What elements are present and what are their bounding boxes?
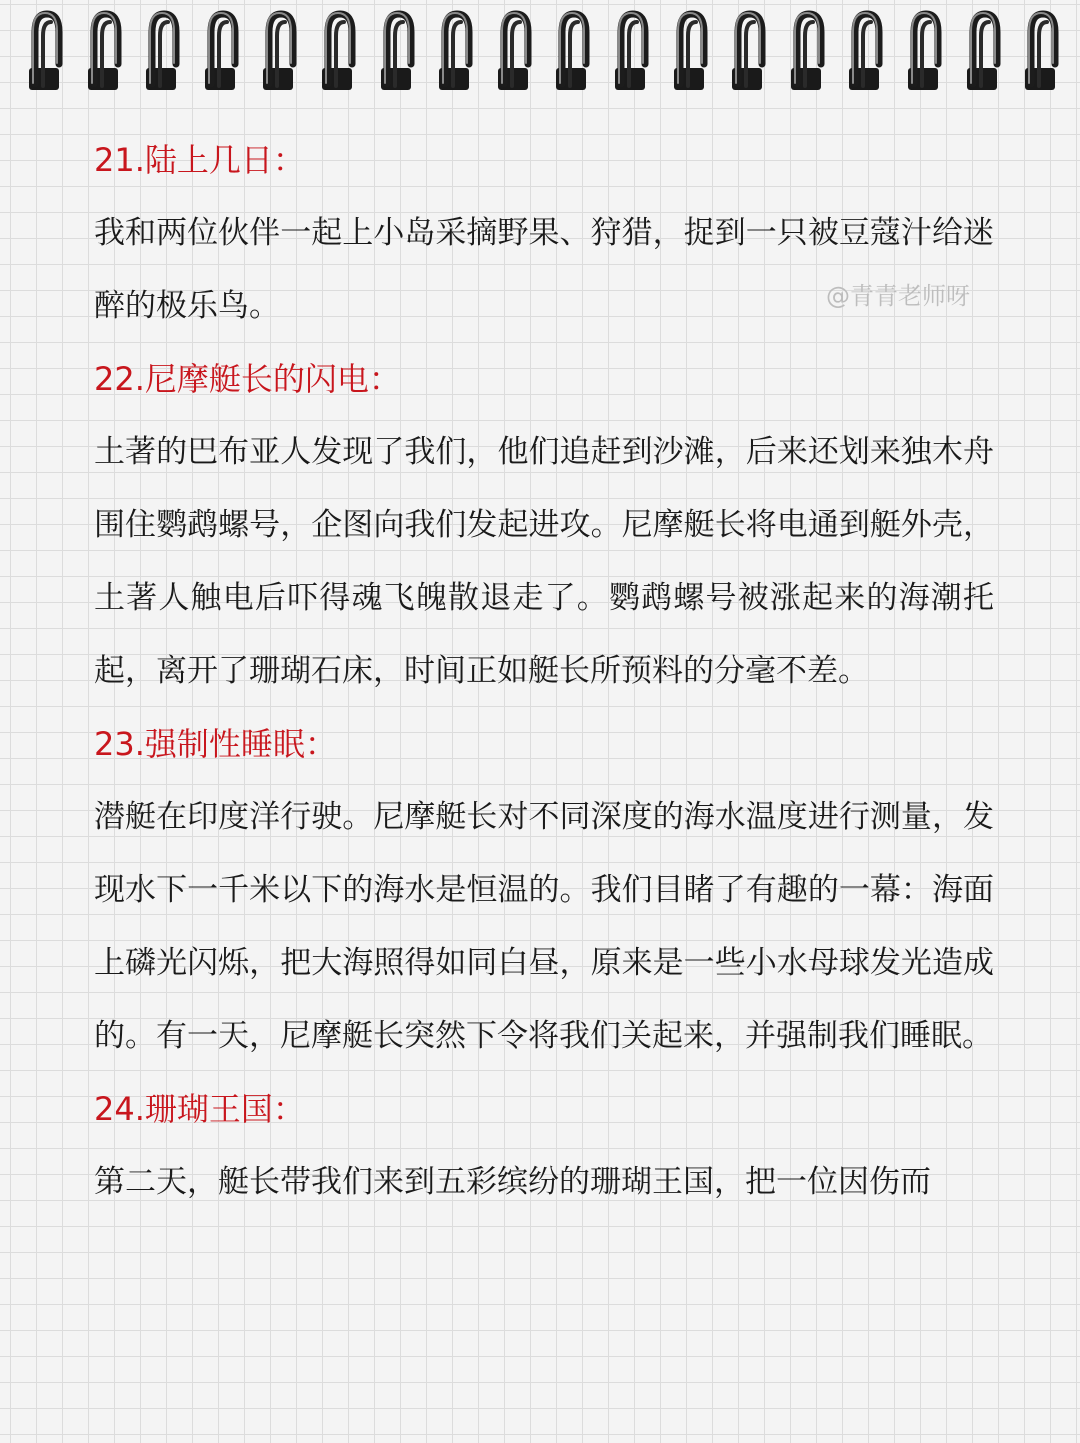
section-21 (94, 124, 994, 343)
binding-ring (670, 6, 714, 90)
binding-ring (377, 6, 421, 90)
binding-ring (963, 6, 1007, 90)
section-heading: 24.珊瑚王国： (94, 1090, 305, 1128)
binding-ring (787, 6, 831, 90)
binding-ring (259, 6, 303, 90)
binding-ring (435, 6, 479, 90)
binding-ring (611, 6, 655, 90)
binding-ring (845, 6, 889, 90)
section-23 (94, 708, 994, 1073)
section-22 (94, 343, 994, 708)
binding-ring (904, 6, 948, 90)
watermark: @青青老师呀 (826, 282, 970, 310)
binding-ring (728, 6, 772, 90)
binding-ring (494, 6, 538, 90)
notebook-content (94, 124, 994, 1219)
binding-ring (1021, 6, 1065, 90)
section-body: 我和两位伙伴一起上小岛采摘野果、狩猎，捉到一只被豆蔻汁给迷醉的极乐鸟。 (94, 215, 994, 324)
section-heading: 23.强制性睡眠： (94, 725, 337, 763)
binding-ring (25, 6, 69, 90)
section-heading: 21.陆上几日： (94, 141, 305, 179)
binding-ring (318, 6, 362, 90)
section-body: 潜艇在印度洋行驶。尼摩艇长对不同深度的海水温度进行测量，发现水下一千米以下的海水是恒温的。我们目睹了有趣的一幕：海面上磷光闪烁，把大海照得如同白昼，原来是一些小水母球发光造成的。有一天，尼摩艇长突然下令将我们关起来，并强制我们睡眠。 (94, 799, 994, 1054)
section-heading: 22.尼摩艇长的闪电： (94, 360, 401, 398)
binding-ring (201, 6, 245, 90)
section-body: 第二天，艇长带我们来到五彩缤纷的珊瑚王国，把一位因伤而 (94, 1164, 931, 1200)
binding-ring (552, 6, 596, 90)
section-24 (94, 1073, 994, 1219)
section-body: 土著的巴布亚人发现了我们，他们追赶到沙滩，后来还划来独木舟围住鹦鹉螺号，企图向我们发起进攻。尼摩艇长将电通到艇外壳，土著人触电后吓得魂飞魄散退走了。鹦鹉螺号被涨起来的海潮托起，离开了珊瑚石床，时间正如艇长所预料的分毫不差。 (94, 434, 994, 689)
binding-ring (142, 6, 186, 90)
binding-ring (84, 6, 128, 90)
spiral-binding (0, 0, 1080, 100)
